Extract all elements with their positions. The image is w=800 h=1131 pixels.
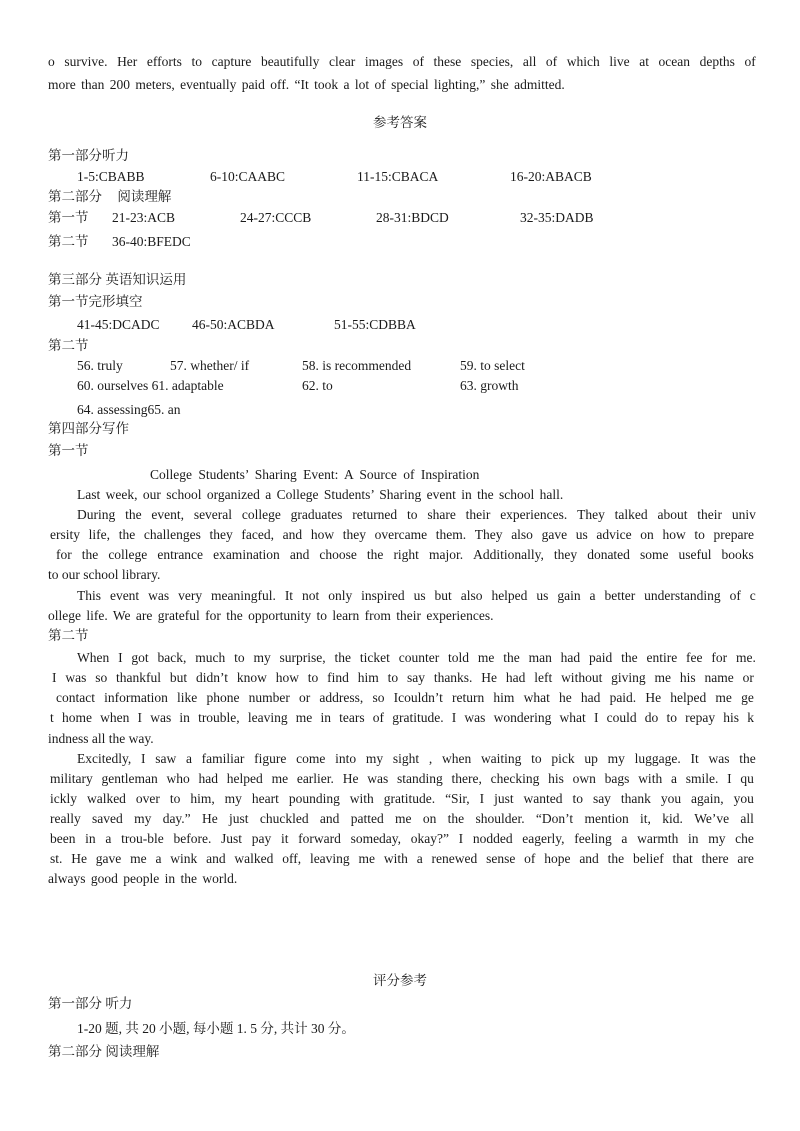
essay-line: I was so thankful but didn’t know how to find him to say thanks. He had left without giving me his name or: [52, 670, 754, 685]
section-label: 第二节: [48, 234, 89, 249]
section-label: 第一节: [48, 210, 89, 225]
answer-item: 64. assessing65. an: [77, 402, 181, 417]
answer-item: 28-31:BDCD: [376, 210, 449, 225]
answer-item: 6-10:CAABC: [210, 169, 286, 184]
answer-item: 32-35:DADB: [520, 210, 594, 225]
section-heading: 第一部分听力: [48, 148, 129, 163]
section-label: 第一节: [48, 443, 89, 458]
essay-line: When I got back, much to my surprise, the ticket counter told me the man had paid the entire fee for me.: [77, 650, 756, 665]
essay-line: really saved my day.” He just chuckled and patted me on the shoulder. “Don’t mention it, kid. We’ve all: [50, 811, 754, 826]
essay-line: This event was very meaningful. It not only inspired us but also helped us gain a better understanding of c: [77, 588, 756, 603]
essay-line: to our school library.: [48, 567, 161, 582]
answer-item: 58. is recommended: [302, 358, 412, 373]
answer-item: 46-50:ACBDA: [192, 317, 275, 332]
answer-item: 51-55:CDBBA: [334, 317, 416, 332]
essay-line: indness all the way.: [48, 731, 154, 746]
essay-line: During the event, several college graduates returned to share their experiences. They talked about their univ: [77, 507, 756, 522]
essay-line: ickly walked over to him, my heart pounding with gratitude. “Sir, I just wanted to say thank you again, you: [50, 791, 754, 806]
answer-item: 36-40:BFEDC: [112, 234, 191, 249]
answer-item: 62. to: [302, 378, 333, 393]
answer-item: 63. growth: [460, 378, 519, 393]
essay-line: been in a trou-ble before. Just pay it forward someday, okay?” I nodded eagerly, feeling a warmth in my che: [50, 831, 754, 846]
answer-item: 60. ourselves 61. adaptable: [77, 378, 224, 393]
answer-item: 57. whether/ if: [170, 358, 250, 373]
answer-item: 16-20:ABACB: [510, 169, 592, 184]
passage-line: more than 200 meters, eventually paid off. “It took a lot of special lighting,” she admitted.: [48, 77, 565, 92]
essay-line: military gentleman who had helped me earlier. He was standing there, checking his own bags with a smile. I qu: [50, 771, 754, 786]
answer-item: 41-45:DCADC: [77, 317, 160, 332]
essay-line: contact information like phone number or address, so Icouldn’t return him what he had paid. He helped me ge: [56, 690, 754, 705]
answer-item: 11-15:CBACA: [357, 169, 439, 184]
essay-line: st. He gave me a wink and walked off, leaving me with a renewed sense of hope and the belief that there are: [50, 851, 754, 866]
section-heading: 第三部分 英语知识运用: [48, 272, 187, 287]
section-heading: 第二部分 阅读理解: [48, 1044, 160, 1059]
answer-item: 56. truly: [77, 358, 123, 373]
section-heading: 第一节完形填空: [48, 294, 143, 309]
section-heading: 第一部分 听力: [48, 996, 133, 1011]
answer-item: 1-5:CBABB: [77, 169, 145, 184]
answer-item: 59. to select: [460, 358, 525, 373]
answer-item: 24-27:CCCB: [240, 210, 312, 225]
essay-line: Last week, our school organized a College Students’ Sharing event in the school hall.: [77, 487, 564, 502]
scoring-title: 评分参考: [373, 973, 427, 988]
essay-title: College Students’ Sharing Event: A Source of Inspiration: [150, 467, 480, 482]
essay-line: always good people in the world.: [48, 871, 238, 886]
essay-line: ollege life. We are grateful for the opportunity to learn from their experiences.: [48, 608, 494, 623]
answer-key-title: 参考答案: [373, 115, 427, 130]
essay-line: Excitedly, I saw a familiar figure come into my sight , when waiting to pick up my luggage. It was the: [77, 751, 756, 766]
section-label: 第二节: [48, 628, 89, 643]
passage-line: o survive. Her efforts to capture beautifully clear images of these species, all of which live at ocean depths of: [48, 54, 756, 69]
essay-line: ersity life, the challenges they faced, and how they overcame them. They also gave us advice on how to prepare: [50, 527, 754, 542]
section-heading: 第二部分 阅读理解: [48, 189, 172, 204]
answer-item: 21-23:ACB: [112, 210, 176, 225]
essay-line: t home when I was in trouble, leaving me in tears of gratitude. I was wondering what I could do to repay his k: [50, 710, 754, 725]
scoring-note: 1-20 题, 共 20 小题, 每小题 1. 5 分, 共计 30 分。: [77, 1021, 355, 1036]
essay-line: for the college entrance examination and choose the right major. Additionally, they donated some useful books: [56, 547, 754, 562]
section-label: 第二节: [48, 338, 89, 353]
section-heading: 第四部分写作: [48, 421, 129, 436]
